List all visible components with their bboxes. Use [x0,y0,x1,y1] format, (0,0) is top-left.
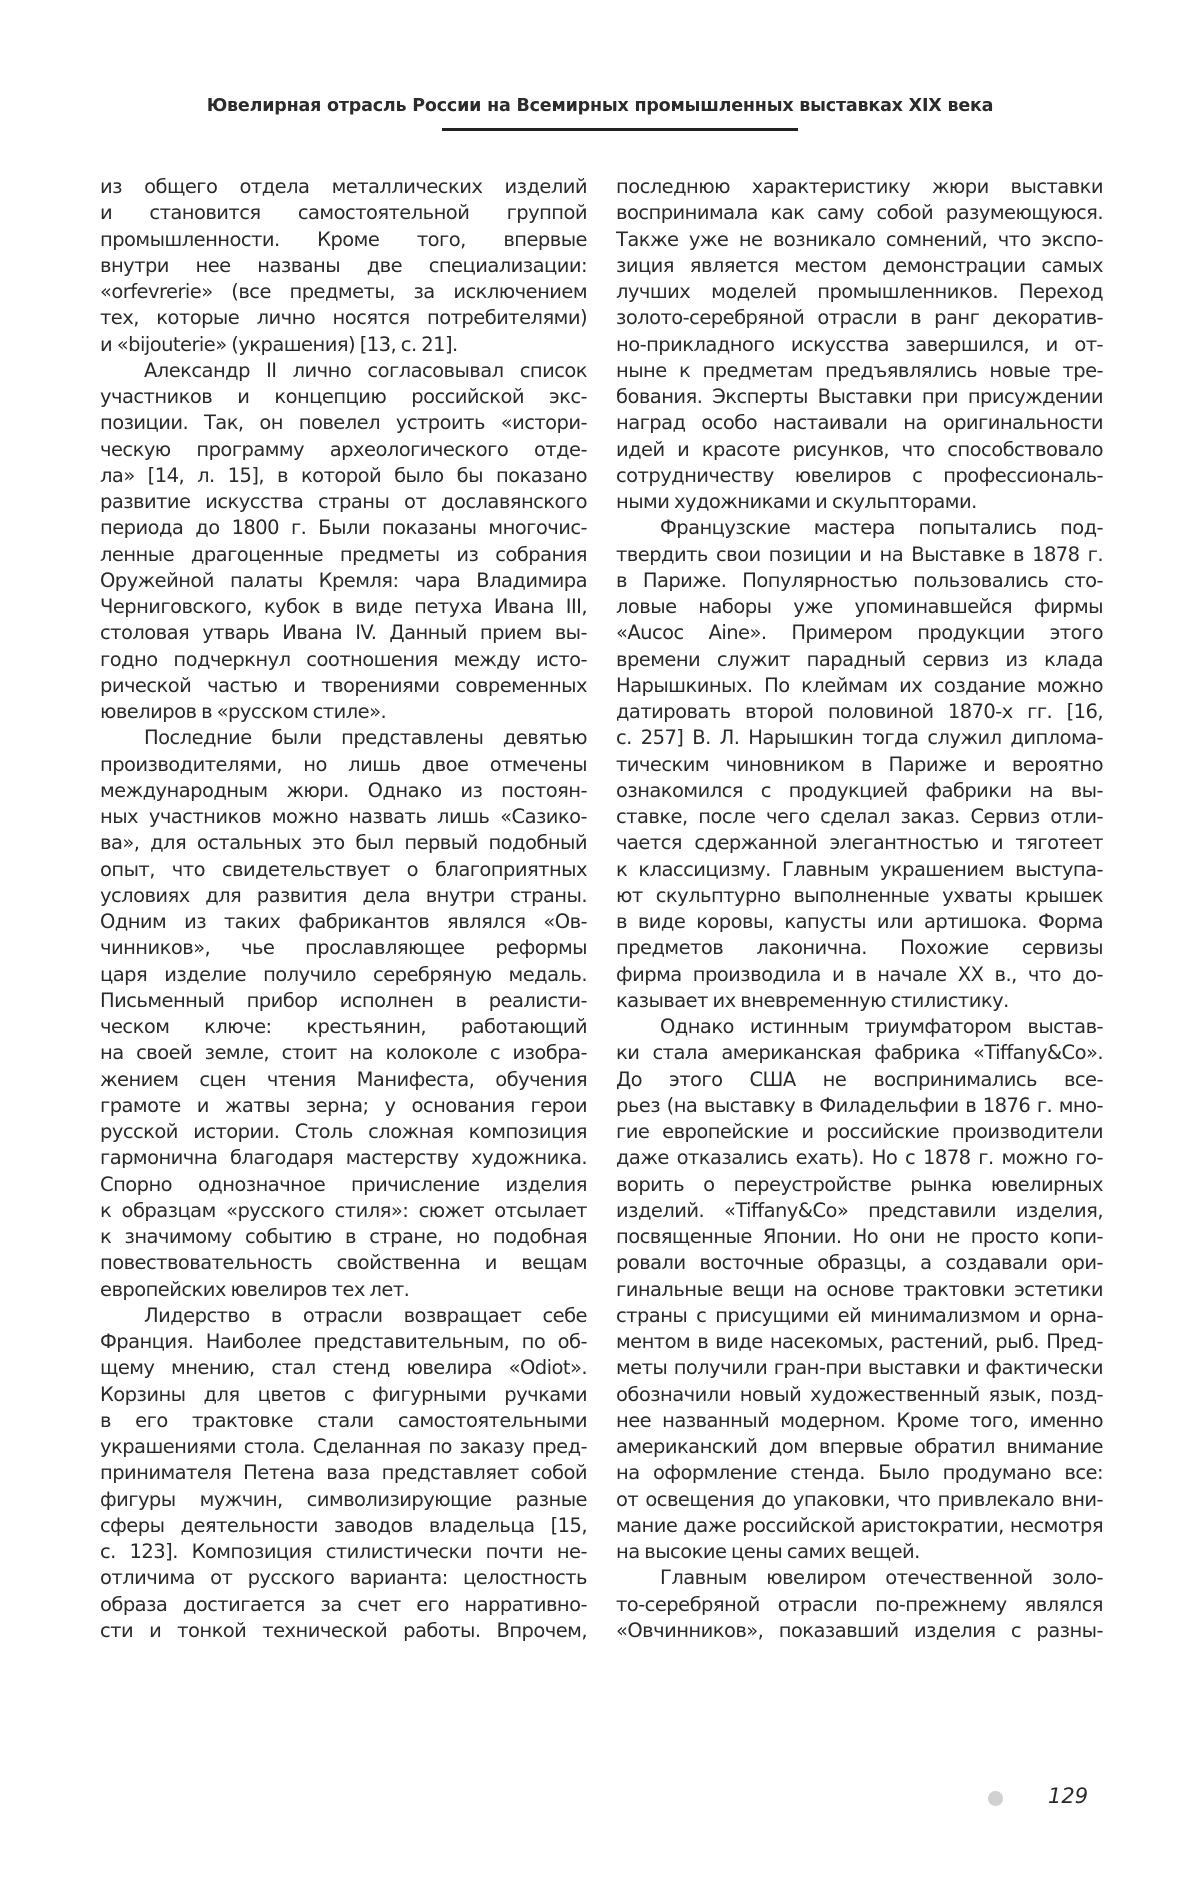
header-rule [442,128,798,131]
text-line: времени служит парадный сервиз из клада [616,647,1103,671]
text-line: внутри нее названы две специализации: [100,253,587,277]
text-line: в виде коровы, капусты или артишока. Форма [616,910,1103,933]
text-line: Письменный прибор исполнен в реалисти- [100,988,587,1012]
left-column [100,174,587,1644]
text-line: даже отказались ехать). Но с 1878 г. можно го- [616,1146,1103,1170]
text-line: ными художниками и скульпторами. [616,490,977,513]
text-line: в его трактовке стали самостоятельными [100,1408,587,1432]
text-line: Также уже не возникало сомнений, что экспо- [616,227,1103,251]
text-line: рьез (на выставку в Филадельфии в 1876 г. мно- [616,1093,1103,1117]
text-line: изделий. «Tiffany&Co» представили изделия, [616,1198,1103,1222]
text-line: гинальные вещи на основе трактовки эстетики [616,1277,1103,1301]
text-line: твердить свои позиции и на Выставке в 1878 г. [616,542,1103,566]
text-line: годно подчеркнул соотношения между исто- [100,647,587,671]
text-line: рической частью и творениями современных [100,673,587,697]
text-line: чинников», чье прославляющее реформы [100,936,587,960]
text-line: фигуры мужчин, символизирующие разные [100,1487,587,1511]
text-line: воспринимала как саму собой разумеющуюся. [616,201,1103,225]
text-line: тическим чиновником в Париже и вероятно [616,752,1103,776]
text-line: предметов лаконична. Похожие сервизы [616,936,1103,960]
text-line: ровали восточные образцы, а создавали ори- [616,1251,1103,1275]
text-line: на своей земле, стоит на колоколе с изобра- [100,1041,587,1065]
text-line: ловые наборы уже упоминавшейся фирмы [616,595,1103,618]
text-line: от освещения до упаковки, что привлекало вни- [616,1487,1103,1511]
text-line: ных участников можно назвать лишь «Сазико- [100,805,587,828]
text-line: ленные драгоценные предметы из собрания [100,542,587,566]
text-line: с. 123]. Композиция стилистически почти не- [100,1540,587,1563]
text-line: датировать второй половиной 1870-х гг. [16, [616,700,1103,723]
text-line: чается сдержанной элегантностью и тяготеет [616,831,1103,855]
text-line: на высокие цены самих вещей. [616,1540,920,1563]
text-line: ки стала американская фабрика «Tiffany&Co». [616,1041,1103,1065]
text-line: Одним из таких фабрикантов являлся «Ов- [100,910,587,933]
text-line: бования. Эксперты Выставки при присуждении [616,385,1103,408]
text-line: образа достигается за счет его нарративно- [100,1592,587,1616]
text-line: меты получили гран-при выставки и фактически [616,1356,1103,1380]
text-line: Последние были представлены девятью [144,726,587,750]
text-line: американский дом впервые обратил внимание [616,1435,1103,1458]
text-line: с. 257] В. Л. Нарышкин тогда служил диплома- [616,726,1103,750]
text-line: но-прикладного искусства завершился, и от- [616,332,1103,356]
text-line: мание даже российской аристократии, несмотря [616,1513,1103,1537]
text-line: повествовательность свойственна и вещам [100,1251,587,1275]
text-line: к классицизму. Главным украшением выступа- [616,857,1103,881]
text-line: то-серебряной отрасли по-прежнему являлся [616,1592,1103,1616]
running-title: Ювелирная отрасль России на Всемирных промышленных выставках XIX века [206,96,994,116]
text-line: Александр II лично согласовывал список [144,358,587,382]
text-line: ют скульптурно выполненные ухваты крышек [616,883,1103,907]
text-line: лучших моделей промышленников. Переход [616,280,1103,303]
text-line: в Париже. Популярностью пользовались сто- [616,568,1103,592]
text-line: производителями, но лишь двое отмечены [100,752,587,776]
text-line: грамоте и жатвы зерна; у основания герои [100,1093,587,1117]
text-line: Главным ювелиром отечественной золо- [660,1566,1103,1590]
text-line: позиции. Так, он повелел устроить «истори- [100,411,587,435]
text-line: страны с присущими ей минимализмом и орна- [616,1303,1103,1327]
text-line: нее названный модерном. Кроме того, именно [616,1408,1103,1432]
text-line: Французские мастера попытались под- [660,516,1103,540]
text-line: ческом ключе: крестьянин, работающий [100,1015,587,1038]
text-line: столовая утварь Ивана IV. Данный прием вы- [100,621,587,645]
text-line: ознакомился с продукцией фабрики на вы- [616,778,1103,802]
text-line: царя изделие получило серебряную медаль. [100,962,587,986]
text-line: гармонична благодаря мастерству художника. [100,1146,587,1170]
text-line: ворить о переустройстве рынка ювелирных [616,1172,1103,1196]
text-line: «Овчинников», показавший изделия с разны- [616,1618,1103,1642]
text-line: принимателя Петена ваза представляет собой [100,1461,587,1485]
text-line: и «bijouterie» (украшения) [13, с. 21]. [100,332,458,356]
text-line: Нарышкиных. По клеймам их создание можно [616,673,1103,697]
text-line: тех, которые лично носятся потребителями) [100,306,587,330]
text-line: сферы деятельности заводов владельца [15, [100,1513,587,1537]
text-line: ментом в виде насекомых, растений, рыб. Пред- [616,1330,1103,1353]
text-line: сотрудничеству ювелиров с профессиональ- [616,463,1103,487]
text-line: отличима от русского варианта: целостность [100,1566,587,1590]
text-line: жением сцен чтения Манифеста, обучения [100,1067,587,1091]
text-line: ла» [14, л. 15], в которой было бы показано [100,463,587,487]
text-line: сти и тонкой технической работы. Впрочем, [100,1618,587,1642]
footer-dot-icon [988,1791,1003,1806]
text-line: украшениями стола. Сделанная по заказу пред- [100,1435,587,1458]
text-line: зиция является местом демонстрации самых [616,253,1103,277]
text-line: Франция. Наиболее представительным, по об- [100,1330,587,1353]
text-line: золото-серебряной отрасли в ранг декоратив- [616,306,1103,330]
text-line: Черниговского, кубок в виде петуха Ивана III, [100,595,587,618]
right-column [616,174,1103,1644]
text-line: ставке, после чего сделал заказ. Сервиз отли- [616,805,1103,828]
text-line: участников и концепцию российской экс- [100,385,587,408]
text-line: казывает их вневременную стилистику. [616,988,1009,1012]
text-line: «orfevrerie» (все предметы, за исключением [100,280,587,303]
text-line: к значимому событию в стране, но подобная [100,1225,587,1248]
text-line: гие европейские и российские производители [616,1120,1103,1143]
text-line: ва», для остальных это был первый подобный [100,831,587,855]
text-line: Оружейной палаты Кремля: чара Владимира [100,568,587,592]
text-line: «Aucoc Aine». Примером продукции этого [616,621,1103,645]
text-line: из общего отдела металлических изделий [100,175,587,198]
text-line: русской истории. Столь сложная композиция [100,1120,587,1143]
text-line: До этого США не воспринимались все- [616,1067,1103,1091]
text-line: ческую программу археологического отде- [100,437,587,461]
text-line: и становится самостоятельной группой [100,201,587,225]
text-line: наград особо настаивали на оригинальности [616,411,1103,435]
text-line: на оформление стенда. Было продумано все: [616,1461,1103,1485]
text-line: периода до 1800 г. Были показаны многочис- [100,516,587,540]
text-line: условиях для развития дела внутри страны. [100,883,587,907]
text-line: развитие искусства страны от дославянского [100,490,587,513]
text-line: европейских ювелиров тех лет. [100,1277,410,1301]
text-line: ныне к предметам предъявлялись новые тре- [616,358,1103,382]
text-line: посвященные Японии. Но они не просто копи- [616,1225,1103,1248]
text-line: ювелиров в «русском стиле». [100,700,387,723]
text-line: Корзины для цветов с фигурными ручками [100,1382,587,1406]
text-line: Лидерство в отрасли возвращает себе [144,1303,587,1327]
text-line: промышленности. Кроме того, впервые [100,227,587,251]
text-line: обозначили новый художественный язык, позд- [616,1382,1103,1406]
text-line: щему мнению, стал стенд ювелира «Odiot». [100,1356,587,1380]
text-line: последнюю характеристику жюри выставки [616,175,1103,198]
text-line: фирма производила и в начале XX в., что до- [616,962,1103,986]
text-line: идей и красоте рисунков, что способствовало [616,437,1103,461]
text-line: международным жюри. Однако из постоян- [100,778,587,802]
page-number: 129 [1048,1784,1089,1808]
text-line: опыт, что свидетельствует о благоприятных [100,857,587,881]
text-line: к образцам «русского стиля»: сюжет отсылает [100,1198,587,1222]
text-line: Спорно однозначное причисление изделия [100,1172,587,1196]
text-line: Однако истинным триумфатором выстав- [660,1015,1103,1038]
